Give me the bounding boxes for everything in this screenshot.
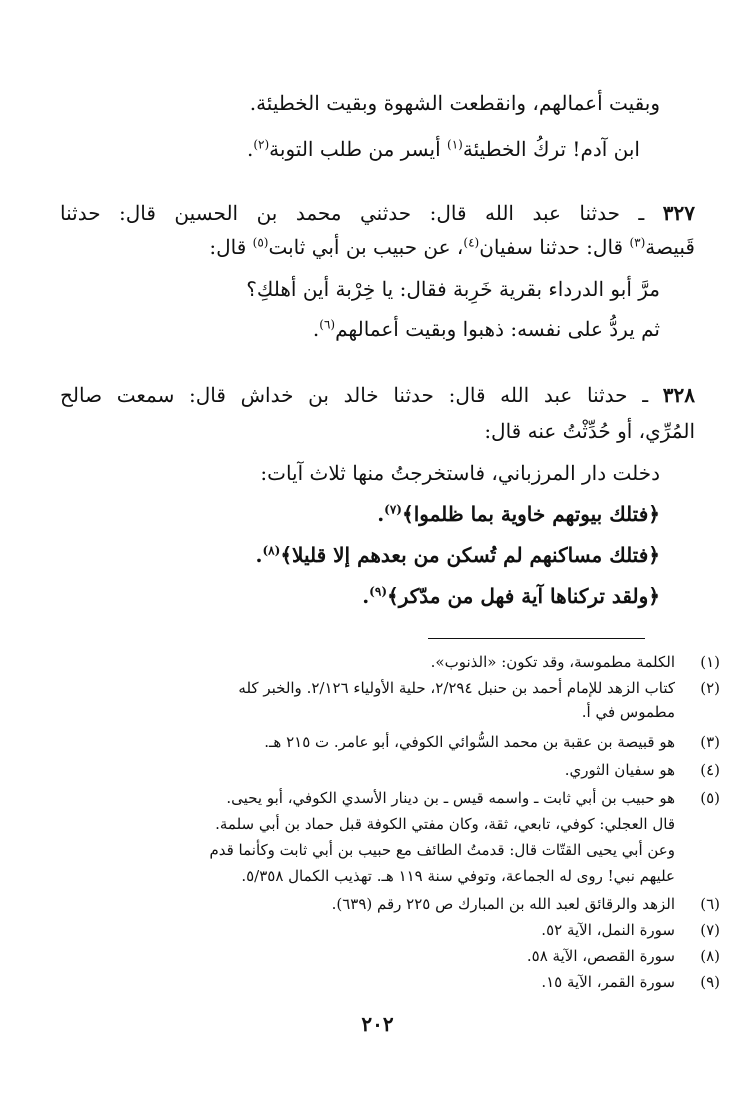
body-line: وبقيت أعمالهم، وانقطعت الشهوة وبقيت الخطيئة. (249, 91, 660, 115)
hadith-328-line: ٣٢٨ ـ حدثنا عبد الله قال: حدثنا خالد بن خداش قال: سمعت صالح (60, 383, 695, 407)
quran-verse: ﴿ولقد تركناها آية فهل من مدّكر﴾$^{(٩)}$. (362, 584, 660, 608)
hadith-number: ٣٢٧ (662, 201, 695, 225)
footnote-mark: (١) (700, 653, 720, 671)
footnote-continuation: وعن أبي يحيى القتّات قال: قدمتُ الطائف مع حبيب بن أبي ثابت وكأنما قدم (209, 841, 675, 859)
footnote: (٢) كتاب الزهد للإمام أحمد بن حنبل ٢/٢٩٤، حلية الأولياء ٢/١٢٦. والخبر كله (70, 676, 675, 700)
footnote-ref[interactable]: (١) (447, 137, 463, 152)
footnote-ref[interactable]: (٣) (629, 235, 646, 250)
footnote: (١) الكلمة مطموسة، وقد تكون: «الذنوب». (70, 650, 675, 674)
hadith-327-line: ثم يردُّ على نفسه: ذهبوا وبقيت أعمالهم$^{(٦)}$. (312, 317, 660, 341)
footnote-mark: (٩) (700, 973, 720, 991)
footnote-separator (428, 638, 645, 639)
footnote: (٤) هو سفيان الثوري. (70, 758, 675, 782)
footnote-mark: (٥) (700, 789, 720, 807)
body-line: ابن آدم! تركُ الخطيئة$^{(١)}$ أيسر من طلب التوبة$^{(٢)}$. (246, 137, 640, 161)
footnote-continuation: مطموس في أ. (581, 703, 675, 721)
footnote-continuation: قال العجلي: كوفي، تابعي، ثقة، وكان مفتي الكوفة قبل حماد بن أبي سلمة. (215, 815, 675, 833)
page-number: ٢٠٢ (361, 1012, 394, 1036)
footnote-ref[interactable]: (٩) (369, 584, 387, 599)
hadith-number: ٣٢٨ (662, 383, 695, 407)
quran-verse: ﴿فتلك بيوتهم خاوية بما ظلموا﴾$^{(٧)}$. (377, 502, 660, 526)
footnote-ref[interactable]: (٦) (319, 317, 336, 332)
footnote-continuation: عليهم نبي! روى له الجماعة، وتوفي سنة ١١٩ هـ. تهذيب الكمال ٥/٣٥٨. (241, 867, 675, 885)
footnote: (٩) سورة القمر، الآية ١٥. (70, 970, 675, 994)
hadith-327-line: مرَّ أبو الدرداء بقرية خَرِبة فقال: يا خِرْبة أين أهلكِ؟ (246, 277, 660, 301)
footnote: (٣) هو قبيصة بن عقبة بن محمد السُّوائي الكوفي، أبو عامر. ت ٢١٥ هـ. (70, 730, 675, 754)
quran-verse: ﴿فتلك مساكنهم لم تُسكن من بعدهم إلا قليلا﴾$^{(٨)}$. (255, 543, 660, 567)
hadith-328-line: المُرِّي، أو حُدِّثْتُ عنه قال: (484, 419, 695, 443)
footnote-mark: (٨) (700, 947, 720, 965)
hadith-327-line: قَبيصة$^{(٣)}$ قال: حدثنا سفيان$^{(٤)}$، عن حبيب بن أبي ثابت$^{(٥)}$ قال: (209, 235, 695, 259)
footnote-ref[interactable]: (٤) (463, 235, 480, 250)
footnote-ref[interactable]: (٨) (262, 543, 281, 558)
footnote-mark: (٣) (700, 733, 720, 751)
hadith-327-line: ٣٢٧ ـ حدثنا عبد الله قال: حدثني محمد بن الحسين قال: حدثنا (60, 201, 695, 225)
footnote-ref[interactable]: (٥) (252, 235, 269, 250)
footnote: (٦) الزهد والرقائق لعبد الله بن المبارك ص ٢٢٥ رقم (٦٣٩). (70, 892, 675, 916)
hadith-328-line: دخلت دار المرزباني، فاستخرجتُ منها ثلاث آيات: (260, 461, 660, 485)
footnote-mark: (٤) (700, 761, 720, 779)
footnote-mark: (٢) (700, 679, 720, 697)
footnote-mark: (٦) (700, 895, 720, 913)
footnote-mark: (٧) (700, 921, 720, 939)
footnote-ref[interactable]: (٧) (384, 502, 402, 517)
footnote-ref[interactable]: (٢) (253, 137, 270, 152)
footnote: (٨) سورة القصص، الآية ٥٨. (70, 944, 675, 968)
footnote: (٥) هو حبيب بن أبي ثابت ـ واسمه قيس ـ بن دينار الأسدي الكوفي، أبو يحيى. (70, 786, 675, 810)
footnote: (٧) سورة النمل، الآية ٥٢. (70, 918, 675, 942)
